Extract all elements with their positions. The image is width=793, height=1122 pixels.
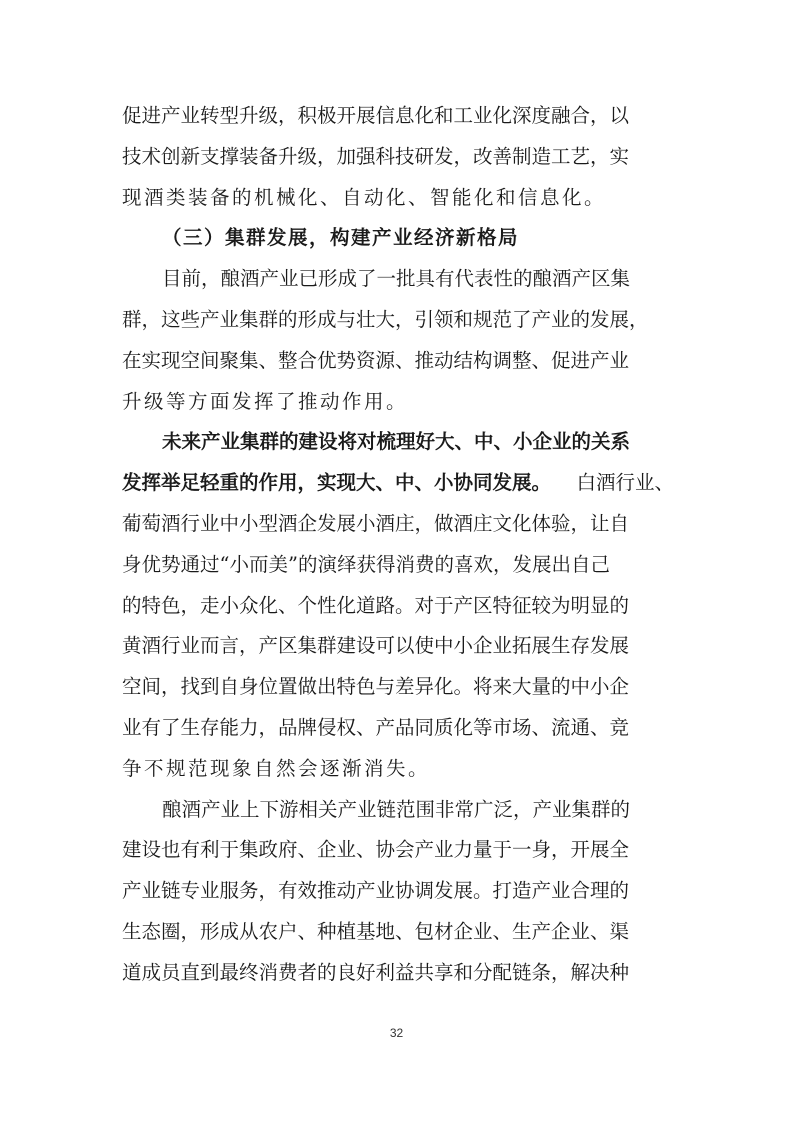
section-heading: （三）集群发展，构建产业经济新格局 [162,226,520,250]
text-line: 群，这些产业集群的形成与壮大，引领和规范了产业的发展， [122,307,649,331]
text-line: 现酒类装备的机械化、自动化、智能化和信息化。 [122,185,607,209]
text-line: 空间，找到自身位置做出特色与差异化。将来大量的中小企 [122,675,630,699]
text-line: 升级等方面发挥了推动作用。 [122,389,409,413]
text-line: 在实现空间聚集、整合优势资源、推动结构调整、促进产业 [122,348,630,372]
bold-text-span: 发挥举足轻重的作用，实现大、中、小协同发展。 [122,471,552,495]
text-line: 身优势通过“小而美”的演绎获得消费的喜欢，发展出自己 [122,552,610,576]
text-line: 促进产业转型升级，积极开展信息化和工业化深度融合，以 [122,104,630,127]
text-line: 生态圈，形成从农户、种植基地、包材企业、生产企业、渠 [122,919,630,943]
text-line: 葡萄酒行业中小型酒企发展小酒庄，做酒庄文化体验，让自 [122,511,630,535]
page-number: 32 [389,1026,404,1040]
text-line: 黄酒行业而言，产区集群建设可以使中小企业拓展生存发展 [122,634,630,658]
page-content [122,96,674,994]
text-line: 建设也有利于集政府、企业、协会产业力量于一身，开展全 [122,838,630,862]
text-line: 争不规范现象自然会逐渐消失。 [122,756,431,780]
text-line: 的特色，走小众化、个性化道路。对于产区特征较为明显的 [122,593,630,617]
text-span: 白酒行业、 [576,471,674,495]
text-line: 酿酒产业上下游相关产业链范围非常广泛，产业集群的 [162,797,631,821]
text-line [122,463,674,504]
text-line: 产业链专业服务，有效推动产业协调发展。打造产业合理的 [122,879,630,903]
text-line: 道成员直到最终消费者的良好利益共享和分配链条，解决种 [122,960,630,984]
bold-text-line: 未来产业集群的建设将对梳理好大、中、小企业的关系 [162,430,631,454]
text-line: 业有了生存能力，品牌侵权、产品同质化等市场、流通、竞 [122,715,630,739]
text-line: 技术创新支撑装备升级，加强科技研发，改善制造工艺，实 [122,144,630,168]
text-line: 目前，酿酒产业已形成了一批具有代表性的酿酒产区集 [162,267,631,291]
